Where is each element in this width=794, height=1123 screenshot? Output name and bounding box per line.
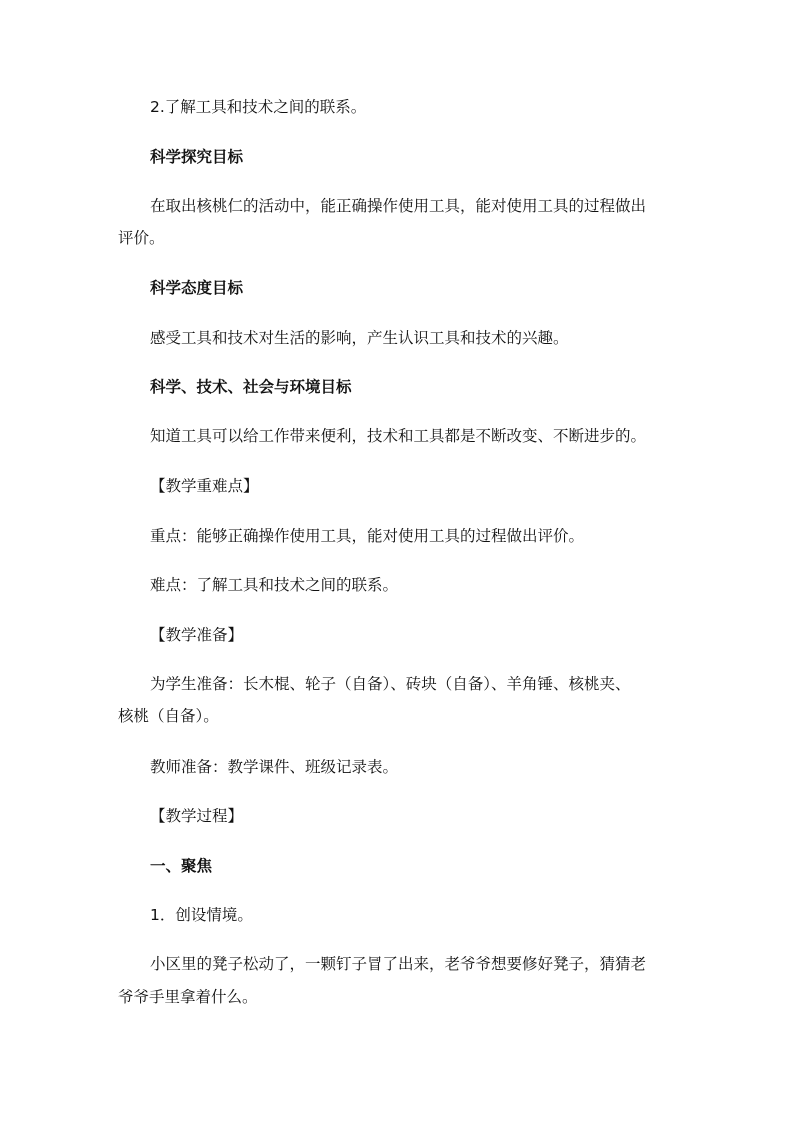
scenario-line-2: 爷爷手里拿着什么。 xyxy=(118,988,258,1006)
process-heading: 【教学过程】 xyxy=(150,807,244,825)
inquiry-text-line-2: 评价。 xyxy=(118,229,165,247)
student-prep-line-1: 为学生准备：长木棍、轮子（自备）、砖块（自备）、羊角锤、核桃夹、 xyxy=(150,675,631,693)
student-prep-line-2: 核桃（自备）。 xyxy=(118,707,219,725)
key-point: 重点：能够正确操作使用工具，能对使用工具的过程做出评价。 xyxy=(150,527,585,545)
stse-heading: 科学、技术、社会与环境目标 xyxy=(150,378,352,396)
step-1: 1．创设情境。 xyxy=(150,906,253,924)
inquiry-heading: 科学探究目标 xyxy=(150,148,244,166)
key-points-heading: 【教学重难点】 xyxy=(150,477,259,495)
objective-2: 2.了解工具和技术之间的联系。 xyxy=(150,98,367,116)
teacher-prep: 教师准备：教学课件、班级记录表。 xyxy=(150,758,399,776)
prep-heading: 【教学准备】 xyxy=(150,626,244,644)
attitude-text: 感受工具和技术对生活的影响，产生认识工具和技术的兴趣。 xyxy=(150,329,569,347)
difficult-point: 难点：了解工具和技术之间的联系。 xyxy=(150,576,399,594)
attitude-heading: 科学态度目标 xyxy=(150,279,244,297)
stse-text: 知道工具可以给工作带来便利，技术和工具都是不断改变、不断进步的。 xyxy=(150,427,647,445)
inquiry-text-line-1: 在取出核桃仁的活动中，能正确操作使用工具，能对使用工具的过程做出 xyxy=(150,197,647,215)
section-1-heading: 一、聚焦 xyxy=(150,857,213,875)
scenario-line-1: 小区里的凳子松动了，一颗钉子冒了出来，老爷爷想要修好凳子，猜猜老 xyxy=(150,955,647,973)
